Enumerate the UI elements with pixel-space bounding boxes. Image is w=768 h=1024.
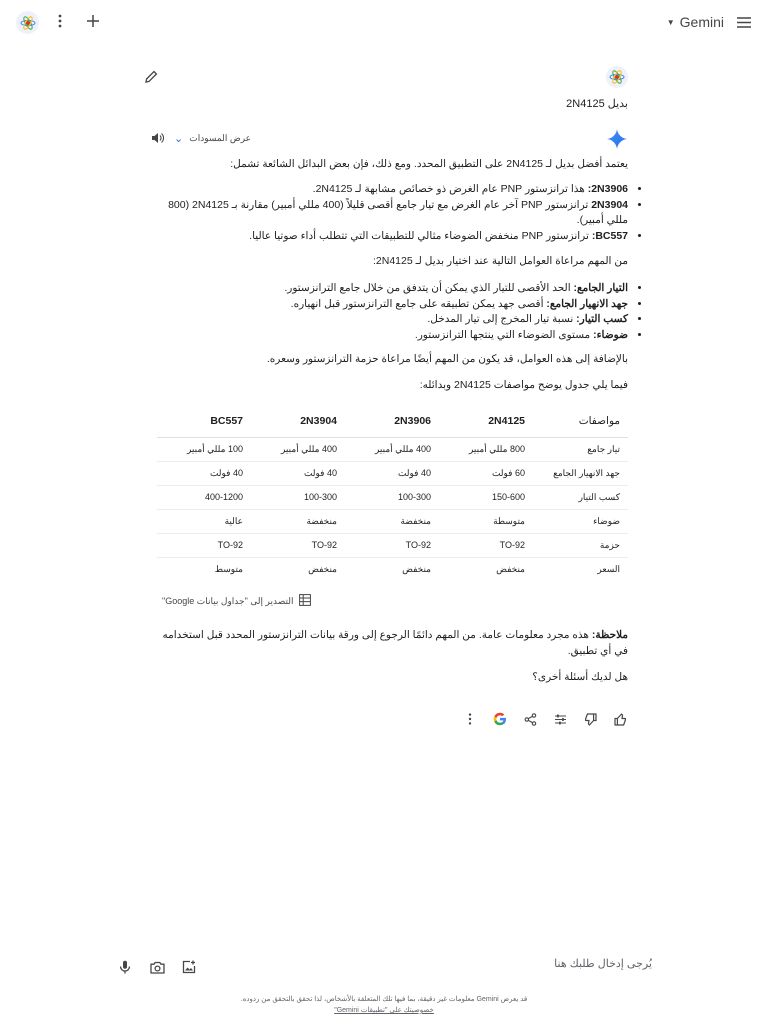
export-label: التصدير إلى "جداول بيانات Google" <box>162 595 294 606</box>
top-bar <box>0 0 768 44</box>
caret-down-icon: ▼ <box>666 17 675 27</box>
table-cell: TO-92 <box>157 533 251 557</box>
list-item <box>150 182 628 198</box>
table-cell: 400-1200 <box>157 485 251 509</box>
alt-desc: ترانزستور PNP منخفض الضوضاء مثالي للتطبيقات التي تتطلب أداء صوتيا عاليا. <box>249 229 592 242</box>
model-switcher[interactable] <box>667 12 724 32</box>
more-options-icon[interactable] <box>462 711 478 727</box>
table-cell: كسب التيار <box>533 485 628 509</box>
table-cell: منخفض <box>308 563 337 574</box>
gemini-spark-icon <box>606 128 628 150</box>
table-row <box>157 485 628 509</box>
add-image-icon[interactable] <box>180 958 198 976</box>
table-cell: السعر <box>597 563 620 574</box>
alternatives-list <box>150 182 628 244</box>
show-drafts-toggle[interactable] <box>174 130 251 146</box>
alt-name: 2N3906: <box>587 183 628 195</box>
account-avatar[interactable] <box>16 11 39 34</box>
more-vert-icon[interactable] <box>52 11 68 31</box>
table-cell: 800 مللي أمبير <box>439 437 533 461</box>
factor-name: جهد الانهيار الجامع: <box>546 297 628 310</box>
table-cell: منخفضة <box>251 509 345 533</box>
factors-list <box>150 281 628 343</box>
table-cell: تيار جامع <box>533 437 628 461</box>
brand-name: Gemini <box>679 14 724 30</box>
factor-desc: مستوى الضوضاء التي ينتجها الترانزستور. <box>414 328 594 341</box>
table-cell: جهد الانهيار الجامع <box>533 461 628 485</box>
privacy-link[interactable]: خصوصيتك على "تطبيقات Gemini" <box>334 1007 434 1014</box>
user-question: بديل 2N4125 <box>566 98 628 110</box>
table-icon <box>299 594 311 608</box>
alt-name: 2N3904 <box>591 198 628 211</box>
google-search-icon[interactable] <box>492 711 508 727</box>
table-cell: 40 فولت <box>251 461 345 485</box>
chevron-down-icon: ⌄ <box>174 132 184 145</box>
factor-name: التيار الجامع: <box>573 282 628 294</box>
table-header-row <box>157 405 628 437</box>
thumbs-down-icon[interactable] <box>582 711 598 727</box>
note-text: هذه مجرد معلومات عامة. من المهم دائمًا الرجوع إلى ورقة بيانات الترانزستور المحدد قبل استخدامه في أي تطبيق. <box>162 629 628 657</box>
column-header: 2N4125 <box>439 405 533 437</box>
table-intro: فيما يلي جدول يوضح مواصفات 2N4125 وبدائله: <box>419 379 628 391</box>
table-row <box>157 461 628 485</box>
table-cell: منخفضة <box>345 509 439 533</box>
followup-question: هل لديك أسئلة أخرى؟ <box>532 671 628 683</box>
column-header: 2N3906 <box>345 405 439 437</box>
table-cell: عالية <box>157 509 251 533</box>
factor-desc: الحد الأقصى للتيار الذي يمكن أن يتدفق من خلال جامع الترانزستور. <box>284 282 574 294</box>
new-chat-button[interactable] <box>83 10 103 32</box>
list-item <box>150 198 628 229</box>
column-header: BC557 <box>157 405 251 437</box>
list-item <box>150 281 628 297</box>
table-cell: 100 مللي أمبير <box>157 437 251 461</box>
export-to-sheets-button[interactable] <box>162 594 311 608</box>
speaker-icon[interactable] <box>149 130 165 146</box>
table-cell: ضوضاء <box>533 509 628 533</box>
note-label: ملاحظة: <box>591 629 628 641</box>
thumbs-up-icon[interactable] <box>612 711 628 727</box>
table-cell: 60 فولت <box>439 461 533 485</box>
user-avatar <box>606 66 628 88</box>
table-row <box>157 437 628 461</box>
disclaimer-text: قد يعرض Gemini معلومات غير دقيقة، بما فيها تلك المتعلقة بالأشخاص، لذا تحقق بالتحقق من ردوده. <box>240 996 528 1003</box>
microphone-icon[interactable] <box>116 958 134 976</box>
table-cell: TO-92 <box>251 533 345 557</box>
table-cell: حزمة <box>533 533 628 557</box>
table-row <box>157 509 628 533</box>
camera-icon[interactable] <box>148 958 166 976</box>
table-cell: 40 فولت <box>345 461 439 485</box>
alt-desc: ترانزستور PNP آخر عام الغرض مع تيار جامع أقصى قليلاً (400 مللي أمبير) مقارنة بـ 2N4125 (800 مللي أمبير). <box>168 198 628 226</box>
table-cell: 400 مللي أمبير <box>251 437 345 461</box>
factors-intro: من المهم مراعاة العوامل التالية عند اختيار بديل لـ 2N4125: <box>372 255 628 267</box>
factor-name: ضوضاء: <box>593 328 628 341</box>
list-item <box>150 312 628 328</box>
prompt-input[interactable] <box>352 958 652 970</box>
edit-prompt-icon[interactable] <box>143 68 159 84</box>
table-row <box>157 533 628 557</box>
factor-desc: نسبة تيار المخرج إلى تيار المدخل. <box>427 313 577 325</box>
prompt-bar <box>108 952 660 982</box>
list-item <box>150 328 628 344</box>
alt-desc: هذا ترانزستور PNP عام الغرض ذو خصائص مشابهة لـ 2N4125. <box>312 183 588 195</box>
table-cell: TO-92 <box>345 533 439 557</box>
table-cell: 150-600 <box>439 485 533 509</box>
specs-table <box>157 405 628 581</box>
column-header: 2N3904 <box>251 405 345 437</box>
table-cell: متوسط <box>214 563 243 574</box>
table-row <box>157 557 628 581</box>
list-item <box>150 297 628 313</box>
column-header: مواصفات <box>533 405 628 437</box>
table-cell: منخفض <box>496 563 525 574</box>
table-cell: منخفض <box>402 563 431 574</box>
share-icon[interactable] <box>522 711 538 727</box>
alt-name: BC557: <box>591 229 628 242</box>
list-item <box>150 229 628 245</box>
response-intro: يعتمد أفضل بديل لـ 2N4125 على التطبيق المحدد. ومع ذلك، فإن بعض البدائل الشائعة تشمل: <box>230 158 628 170</box>
factor-name: كسب التيار: <box>576 313 628 325</box>
tune-icon[interactable] <box>552 711 568 727</box>
factor-desc: أقصى جهد يمكن تطبيقه على جامع الترانزستور قبل انهياره. <box>290 297 547 310</box>
table-cell: 100-300 <box>345 485 439 509</box>
menu-icon[interactable] <box>736 12 752 32</box>
table-cell: TO-92 <box>439 533 533 557</box>
table-cell: متوسطة <box>439 509 533 533</box>
table-cell: 100-300 <box>251 485 345 509</box>
addition-paragraph: بالإضافة إلى هذه العوامل، قد يكون من المهم أيضًا مراعاة حزمة الترانزستور وسعره. <box>266 353 628 365</box>
response-actions <box>458 710 628 728</box>
table-cell: 40 فولت <box>157 461 251 485</box>
table-cell: 400 مللي أمبير <box>345 437 439 461</box>
note-paragraph <box>150 628 628 659</box>
drafts-label: عرض المسودات <box>189 132 252 143</box>
disclaimer <box>0 994 768 1016</box>
